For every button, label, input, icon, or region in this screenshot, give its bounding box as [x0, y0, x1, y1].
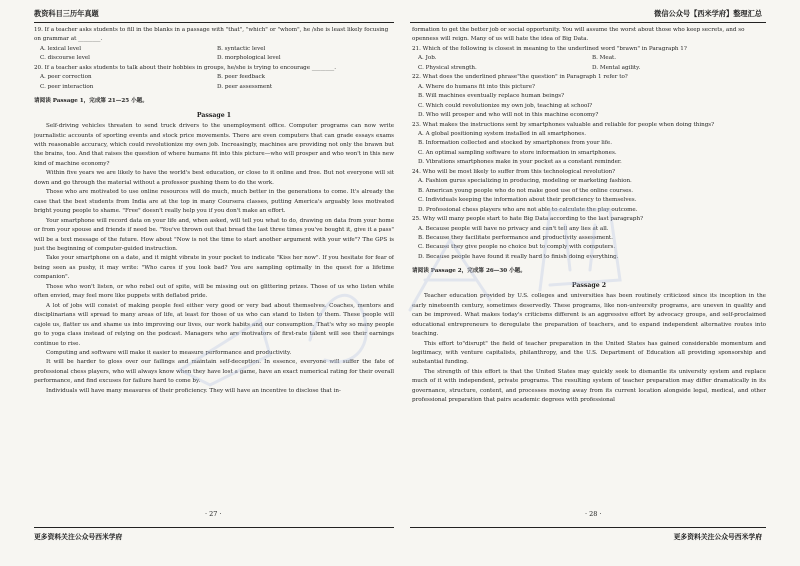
option: D. Because people have found it really hard to finish doing everything. — [418, 253, 619, 260]
option: A. Where do humans fit into this picture? — [418, 83, 536, 90]
question-22: 22. What does the underlined phrase"the question" in Paragraph 1 refer to? — [412, 74, 628, 81]
option: A. lexical level — [40, 45, 82, 52]
left-page — [34, 26, 394, 526]
header-rule-right — [410, 22, 766, 23]
question-23: 23. What makes the instructions sent by smartphones valuable and reliable for people when doing things? — [412, 121, 715, 128]
option: D. morphological level — [217, 55, 281, 62]
option: B. Meat. — [592, 55, 617, 62]
option: B. American young people who do not make good use of the online courses. — [418, 187, 634, 194]
paragraph: Computing and software will make it easier to measure performance and productivity. — [46, 349, 292, 356]
passage-continuation: formation to get the better job or social opportunity. You will assume the worst about those who keep secrets, and so openness will reign. Many of us will hate the idea of Big Data. — [412, 27, 745, 43]
question-20: 20. If a teacher asks students to talk about their hobbies in groups, he/she is trying to encourage ________. — [34, 64, 336, 71]
header-right: 微信公众号【西米学府】整理汇总 — [654, 9, 762, 18]
paragraph: Take your smartphone on a date, and it might vibrate in your pocket to indicate "Kiss her now". If you hesitate for fear of being seen as pushy, it may write: "Who cares if you look bad? You are sampling optimally in the quest for a lifetime companion". — [34, 255, 394, 281]
option: B. peer feedback — [217, 74, 266, 81]
question-23-options — [412, 130, 766, 168]
question-25: 25. Why will many people start to hate Big Data according to the last paragraph? — [412, 216, 644, 223]
paragraph: Those who won't listen, or who rebel out of spite, will be missing out on glittering prizes. Those of us who listen while often envied, may feel more like puppets with deflated pride. — [34, 283, 394, 300]
footer-right: 更多资料关注公众号西米学府 — [673, 533, 762, 541]
question-19: 19. If a teacher asks students to fill in the blanks in a passage with "that", "which" or "whom", he /she is least likely focusing on grammar at ________. — [34, 27, 389, 43]
reading-instruction: 请阅读 Passage 1，完成第 21—25 小题。 — [34, 98, 148, 105]
option: C. An optimal sampling software to store information in smartphones. — [418, 149, 617, 156]
header-left: 教资科目三历年真题 — [34, 9, 99, 18]
option: A. Fashion gurus specializing in producing, modeling or marketing fashion. — [418, 178, 632, 185]
question-24-options — [412, 177, 766, 215]
option: A. Because people will have no privacy and can't tell any lies at all. — [418, 225, 609, 232]
option: A. peer correction — [40, 74, 92, 81]
paragraph: Within five years we are likely to have the world's best education, or close to it online and free. But not everyone will sit down and go through the material without a professor pushing them to do the work. — [34, 170, 394, 186]
right-page — [412, 26, 766, 526]
option: C. discourse level — [40, 55, 90, 62]
paragraph: The strength of this effort is that the United States may quickly seek to dismantle its university system and replace much of it with independent, private programs. The resulting system of teacher preparation may differ dramatically in its governance, structure, content, and processes moving away from its current location alongside legal, medical, and other professional preparation that pairs academic degrees with professional — [412, 368, 766, 404]
question-25-options — [412, 225, 766, 263]
option: B. Because they facilitate performance and productivity assessment. — [418, 234, 613, 241]
paragraph: Your smartphone will record data on your life and, when asked, will tell you what to do, drawing on data from your home or from your spouse and friends if need be. "You've thrown out that bread the last three times you've bought it, give it a pass" will be a text message of the future. How about "Now is not the time to start another argument with your wife"? The GPS is just the beginning of computer-guided instruction. — [34, 217, 394, 252]
option: C. Because they give people no choice but to comply with computers. — [418, 244, 616, 251]
option: B. Information collected and stocked by smartphones from your life. — [418, 140, 613, 147]
option: C. Physical strength. — [418, 64, 477, 71]
option: D. Mental agility. — [592, 64, 641, 71]
question-19-options — [34, 45, 394, 64]
footer-left: 更多资料关注公众号西米学府 — [34, 533, 123, 541]
question-22-options — [412, 83, 766, 121]
reading-instruction: 请阅读 Passage 2，完成第 26—30 小题。 — [412, 268, 526, 275]
footer-rule-right — [410, 527, 766, 528]
option: C. Which could revolutionize my own job, teaching at school? — [418, 102, 593, 109]
passage-title: Passage 2 — [571, 281, 607, 289]
option: A. Job. — [418, 55, 437, 62]
question-21-options — [412, 54, 766, 73]
question-20-options — [34, 73, 394, 92]
footer-rule-left — [34, 527, 394, 528]
passage-title: Passage 1 — [196, 111, 232, 119]
option: C. Individuals keeping the information about their proficiency to themselves. — [418, 197, 637, 204]
page-number-right: · 28 · — [585, 510, 602, 518]
question-24: 24. Who will be most likely to suffer from this technological revolution? — [412, 168, 616, 175]
option: D. Professional chess players who are not able to calculate the play outcome. — [418, 206, 638, 213]
paragraph: Those who are motivated to use online resources will do much, much better in the generations to come. It's already the case that the best students from India are at the top in many Coursera classes, putting America's arguably less motivated bright young people to shame. "Free" doesn't really help you if you don't make an effort. — [34, 189, 394, 215]
question-21: 21. Which of the following is closest in meaning to the underlined word "brawn" in Paragraph 1? — [412, 45, 687, 52]
option: B. Will machines eventually replace human beings? — [418, 93, 565, 100]
header-rule-left — [34, 22, 394, 23]
paragraph: Teacher education provided by U.S. colleges and universities has been routinely criticized since its inception in the early nineteenth century, sometimes deservedly. These programs, like non-university programs, are uneven in quality and can be improved. What makes today's criticisms different is an aggressive effort by advocacy groups, and self-proclaimed educational entrepreneurs to deregulate the preparation of teachers, and to expand independent alternative routes into teaching. — [412, 293, 766, 338]
option: D. Who will prosper and who will not in this machine economy? — [418, 112, 599, 119]
paragraph: A lot of jobs will consist of making people feel either very good or very bad about themselves. Coaches, mentors and disciplinarians will spread to many areas of life, at least for those of us who can stand to listen to them. These people will cajole us, flatter us and shame us into improving our lives, our work habits and our consumption. That's why so many people go to yoga class instead of relying on the podcast. Managers who are motivators of first-rate talent will see their earnings continue to rise. — [34, 302, 394, 347]
option: D. peer assessment — [217, 83, 273, 90]
option: B. syntactic level — [217, 45, 266, 52]
paragraph: Self-driving vehicles threaten to send truck drivers to the unemployment office. Computer programs can now write journalistic accounts of sporting events and stock price movements. There are even computers that can grade essays exams with reasonable accuracy, which could revolutionize my own job. Increasingly, machines are providing not only the brawn but the brains, too. And that raises the question of where humans fit into this picture—who will prosper and who won't in this new kind of machine economy? — [34, 123, 394, 167]
option: D. Vibrations smartphones make in your pocket as a constant reminder. — [418, 159, 622, 166]
page-number-left: · 27 · — [205, 510, 222, 518]
option: A. A global positioning system installed in all smartphones. — [418, 130, 587, 137]
paragraph: It will be harder to gloss over our failings and maintain self-deception. In essence, everyone will suffer the fate of professional chess players, who will always know when they have lost a game, have an exact numerical rating for their overall performance, and find excuses for failure hard to come by. — [34, 359, 394, 385]
paragraph: This effort to"disrupt" the field of teacher preparation in the United States has gained considerable momentum and legitimacy, with venture capitalists, philanthropy, and the U.S. Department of Education all providing sponsorship and substantial funding. — [412, 340, 766, 366]
paragraph: Individuals will have many measures of their proficiency. They will have an incentive to disclose that in- — [46, 387, 341, 394]
option: C. peer interaction — [40, 83, 94, 90]
